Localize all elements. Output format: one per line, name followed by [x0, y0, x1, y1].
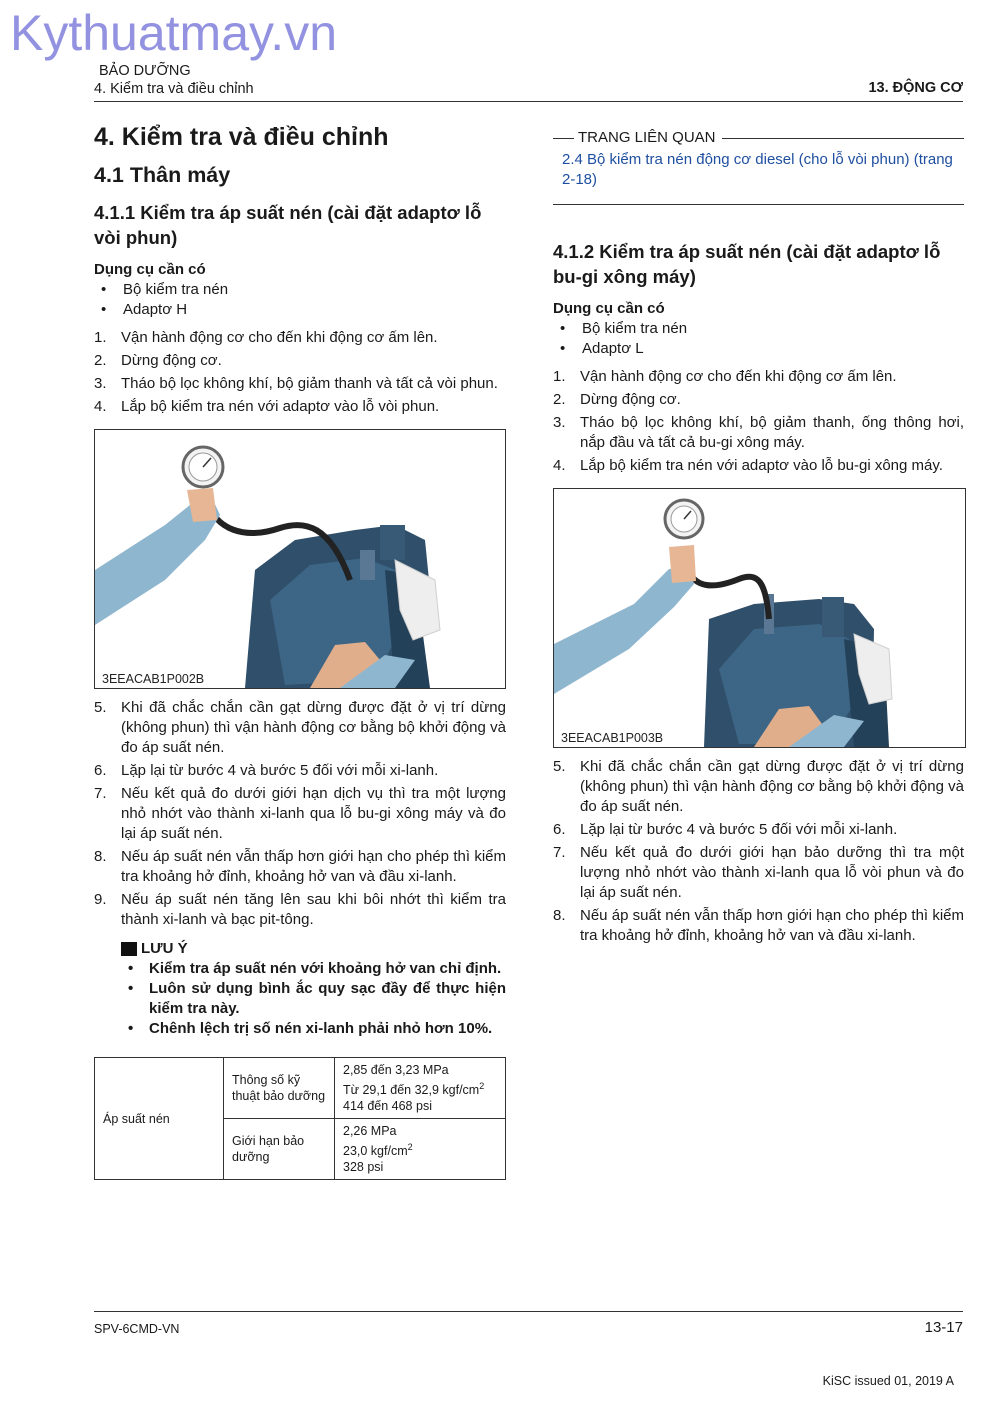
- procedure-title-glow-plug: 4.1.2 Kiểm tra áp suất nén (cài đặt adaptơ lỗ bu-gi xông máy): [553, 241, 941, 287]
- tool-item: • Bộ kiểm tra nén: [553, 319, 964, 339]
- spec-value: 2,26 MPa 23,0 kgf/$cm^2$ 328 psi: [335, 1119, 506, 1180]
- photo-caption: 3EEACAB1P003B: [561, 731, 664, 745]
- step-item: 9. Nếu áp suất nén tăng lên sau khi bôi nhớt thì kiểm tra thành xi-lanh và bạc pit-tông.: [94, 891, 506, 928]
- tools-list: [94, 280, 506, 320]
- step-item: 3. Tháo bộ lọc không khí, bộ giảm thanh, ống thông hơi, nắp đầu và tất cả bu-gi xông máy.: [553, 414, 964, 451]
- spec-label: Giới hạn bảo dưỡng: [224, 1119, 335, 1180]
- tools-title: Dụng cụ cần có: [553, 300, 665, 317]
- footer-rule: [94, 1311, 963, 1312]
- spec-label: Thông số kỹ thuật bảo dưỡng: [224, 1058, 335, 1119]
- steps-list-a: [94, 328, 506, 417]
- step-item: 1. Vận hành động cơ cho đến khi động cơ ấm lên.: [94, 329, 438, 346]
- issue-note: KiSC issued 01, 2019 A: [822, 1374, 954, 1388]
- section-title: 4. Kiểm tra và điều chỉnh: [94, 123, 389, 151]
- step-item: 2. Dừng động cơ.: [553, 391, 681, 408]
- step-item: 6. Lặp lại từ bước 4 và bước 5 đối với mỗi xi-lanh.: [94, 762, 439, 779]
- header-chapter: 13. ĐỘNG CƠ: [868, 80, 963, 96]
- step-item: 3. Tháo bộ lọc không khí, bộ giảm thanh và tất cả vòi phun.: [94, 375, 498, 392]
- spec-table: [94, 1057, 506, 1180]
- related-link[interactable]: 2.4 Bộ kiểm tra nén động cơ diesel (cho lỗ vòi phun) (trang 2-18): [562, 151, 953, 188]
- step-item: 4. Lắp bộ kiểm tra nén với adaptơ vào lỗ vòi phun.: [94, 398, 440, 415]
- caution-heading: LƯU Ý: [121, 940, 506, 957]
- watermark: Kythuatmay.vn: [10, 5, 338, 61]
- step-item: 7. Nếu kết quả đo dưới giới hạn bảo dưỡng thì tra một lượng nhỏ nhớt vào thành xi-lanh qua lỗ vòi phun và đo lại áp suất nén.: [553, 844, 964, 901]
- tools-title: Dụng cụ cần có: [94, 261, 206, 278]
- caution-item: • Luôn sử dụng bình ắc quy sạc đầy để thực hiện kiểm tra này.: [94, 979, 506, 1019]
- doc-code: SPV-6CMD-VN: [94, 1322, 180, 1336]
- steps-list-b: [553, 757, 964, 946]
- caution-item: • Kiểm tra áp suất nén với khoảng hở van chỉ định.: [94, 959, 506, 979]
- steps-list-b: [94, 698, 506, 930]
- related-header: TRANG LIÊN QUAN: [553, 128, 964, 148]
- procedure-title-nozzle: 4.1.1 Kiểm tra áp suất nén (cài đặt adaptơ lỗ vòi phun): [94, 202, 482, 248]
- step-item: 8. Nếu áp suất nén vẫn thấp hơn giới hạn cho phép thì kiểm tra khoảng hở đỉnh, khoảng hở van và đầu xi-lanh.: [94, 848, 506, 885]
- right-column: [553, 128, 964, 949]
- running-header: [94, 62, 254, 98]
- photo-caption: 3EEACAB1P002B: [102, 672, 205, 686]
- header-section: 4. Kiểm tra và điều chỉnh: [94, 81, 254, 97]
- tool-item: • Adaptơ L: [553, 339, 964, 359]
- step-item: 1. Vận hành động cơ cho đến khi động cơ ấm lên.: [553, 368, 897, 385]
- step-item: 8. Nếu áp suất nén vẫn thấp hơn giới hạn cho phép thì kiểm tra khoảng hở đỉnh, khoảng hở van và đầu xi-lanh.: [553, 907, 964, 944]
- related-rule: [722, 138, 964, 139]
- header-rule: [94, 101, 963, 102]
- spec-row-label: Áp suất nén: [95, 1058, 224, 1180]
- related-bottom-rule: [553, 204, 964, 205]
- photo-glow-plug-test: [553, 488, 966, 748]
- caution-item: • Chênh lệch trị số nén xi-lanh phải nhỏ hơn 10%.: [94, 1019, 506, 1039]
- step-item: 4. Lắp bộ kiểm tra nén với adaptơ vào lỗ bu-gi xông máy.: [553, 457, 943, 474]
- engine-compression-photo: [554, 489, 965, 747]
- header-category: BẢO DƯỠNG: [99, 63, 191, 79]
- step-item: 5. Khi đã chắc chắn cần gạt dừng được đặt ở vị trí dừng (không phun) thì vận hành động cơ bằng bộ khởi động và đo áp suất nén.: [553, 758, 964, 815]
- left-column: [94, 120, 506, 1180]
- tool-item: • Adaptơ H: [94, 300, 506, 320]
- engine-compression-photo: [95, 430, 505, 688]
- step-item: 6. Lặp lại từ bước 4 và bước 5 đối với mỗi xi-lanh.: [553, 821, 898, 838]
- photo-nozzle-test: [94, 429, 506, 689]
- step-item: 7. Nếu kết quả đo dưới giới hạn dịch vụ thì tra một lượng nhỏ nhớt vào thành xi-lanh qua lỗ bu-gi xông máy và đo lại áp suất nén.: [94, 785, 506, 842]
- tools-list: [553, 319, 964, 359]
- step-item: 2. Dừng động cơ.: [94, 352, 222, 369]
- caution-square-icon: [121, 942, 137, 956]
- related-dash: [553, 138, 574, 139]
- spec-value: 2,85 đến 3,23 MPa Từ 29,1 đến 32,9 kgf/$cm^2$ 414 đến 468 psi: [335, 1058, 506, 1119]
- step-item: 5. Khi đã chắc chắn cần gạt dừng được đặt ở vị trí dừng (không phun) thì vận hành động cơ bằng bộ khởi động và đo áp suất nén.: [94, 699, 506, 756]
- steps-list-a: [553, 367, 964, 476]
- caution-list: [94, 959, 506, 1039]
- subsection-title: 4.1 Thân máy: [94, 163, 231, 187]
- tool-item: • Bộ kiểm tra nén: [94, 280, 506, 300]
- page-number: 13-17: [924, 1319, 963, 1336]
